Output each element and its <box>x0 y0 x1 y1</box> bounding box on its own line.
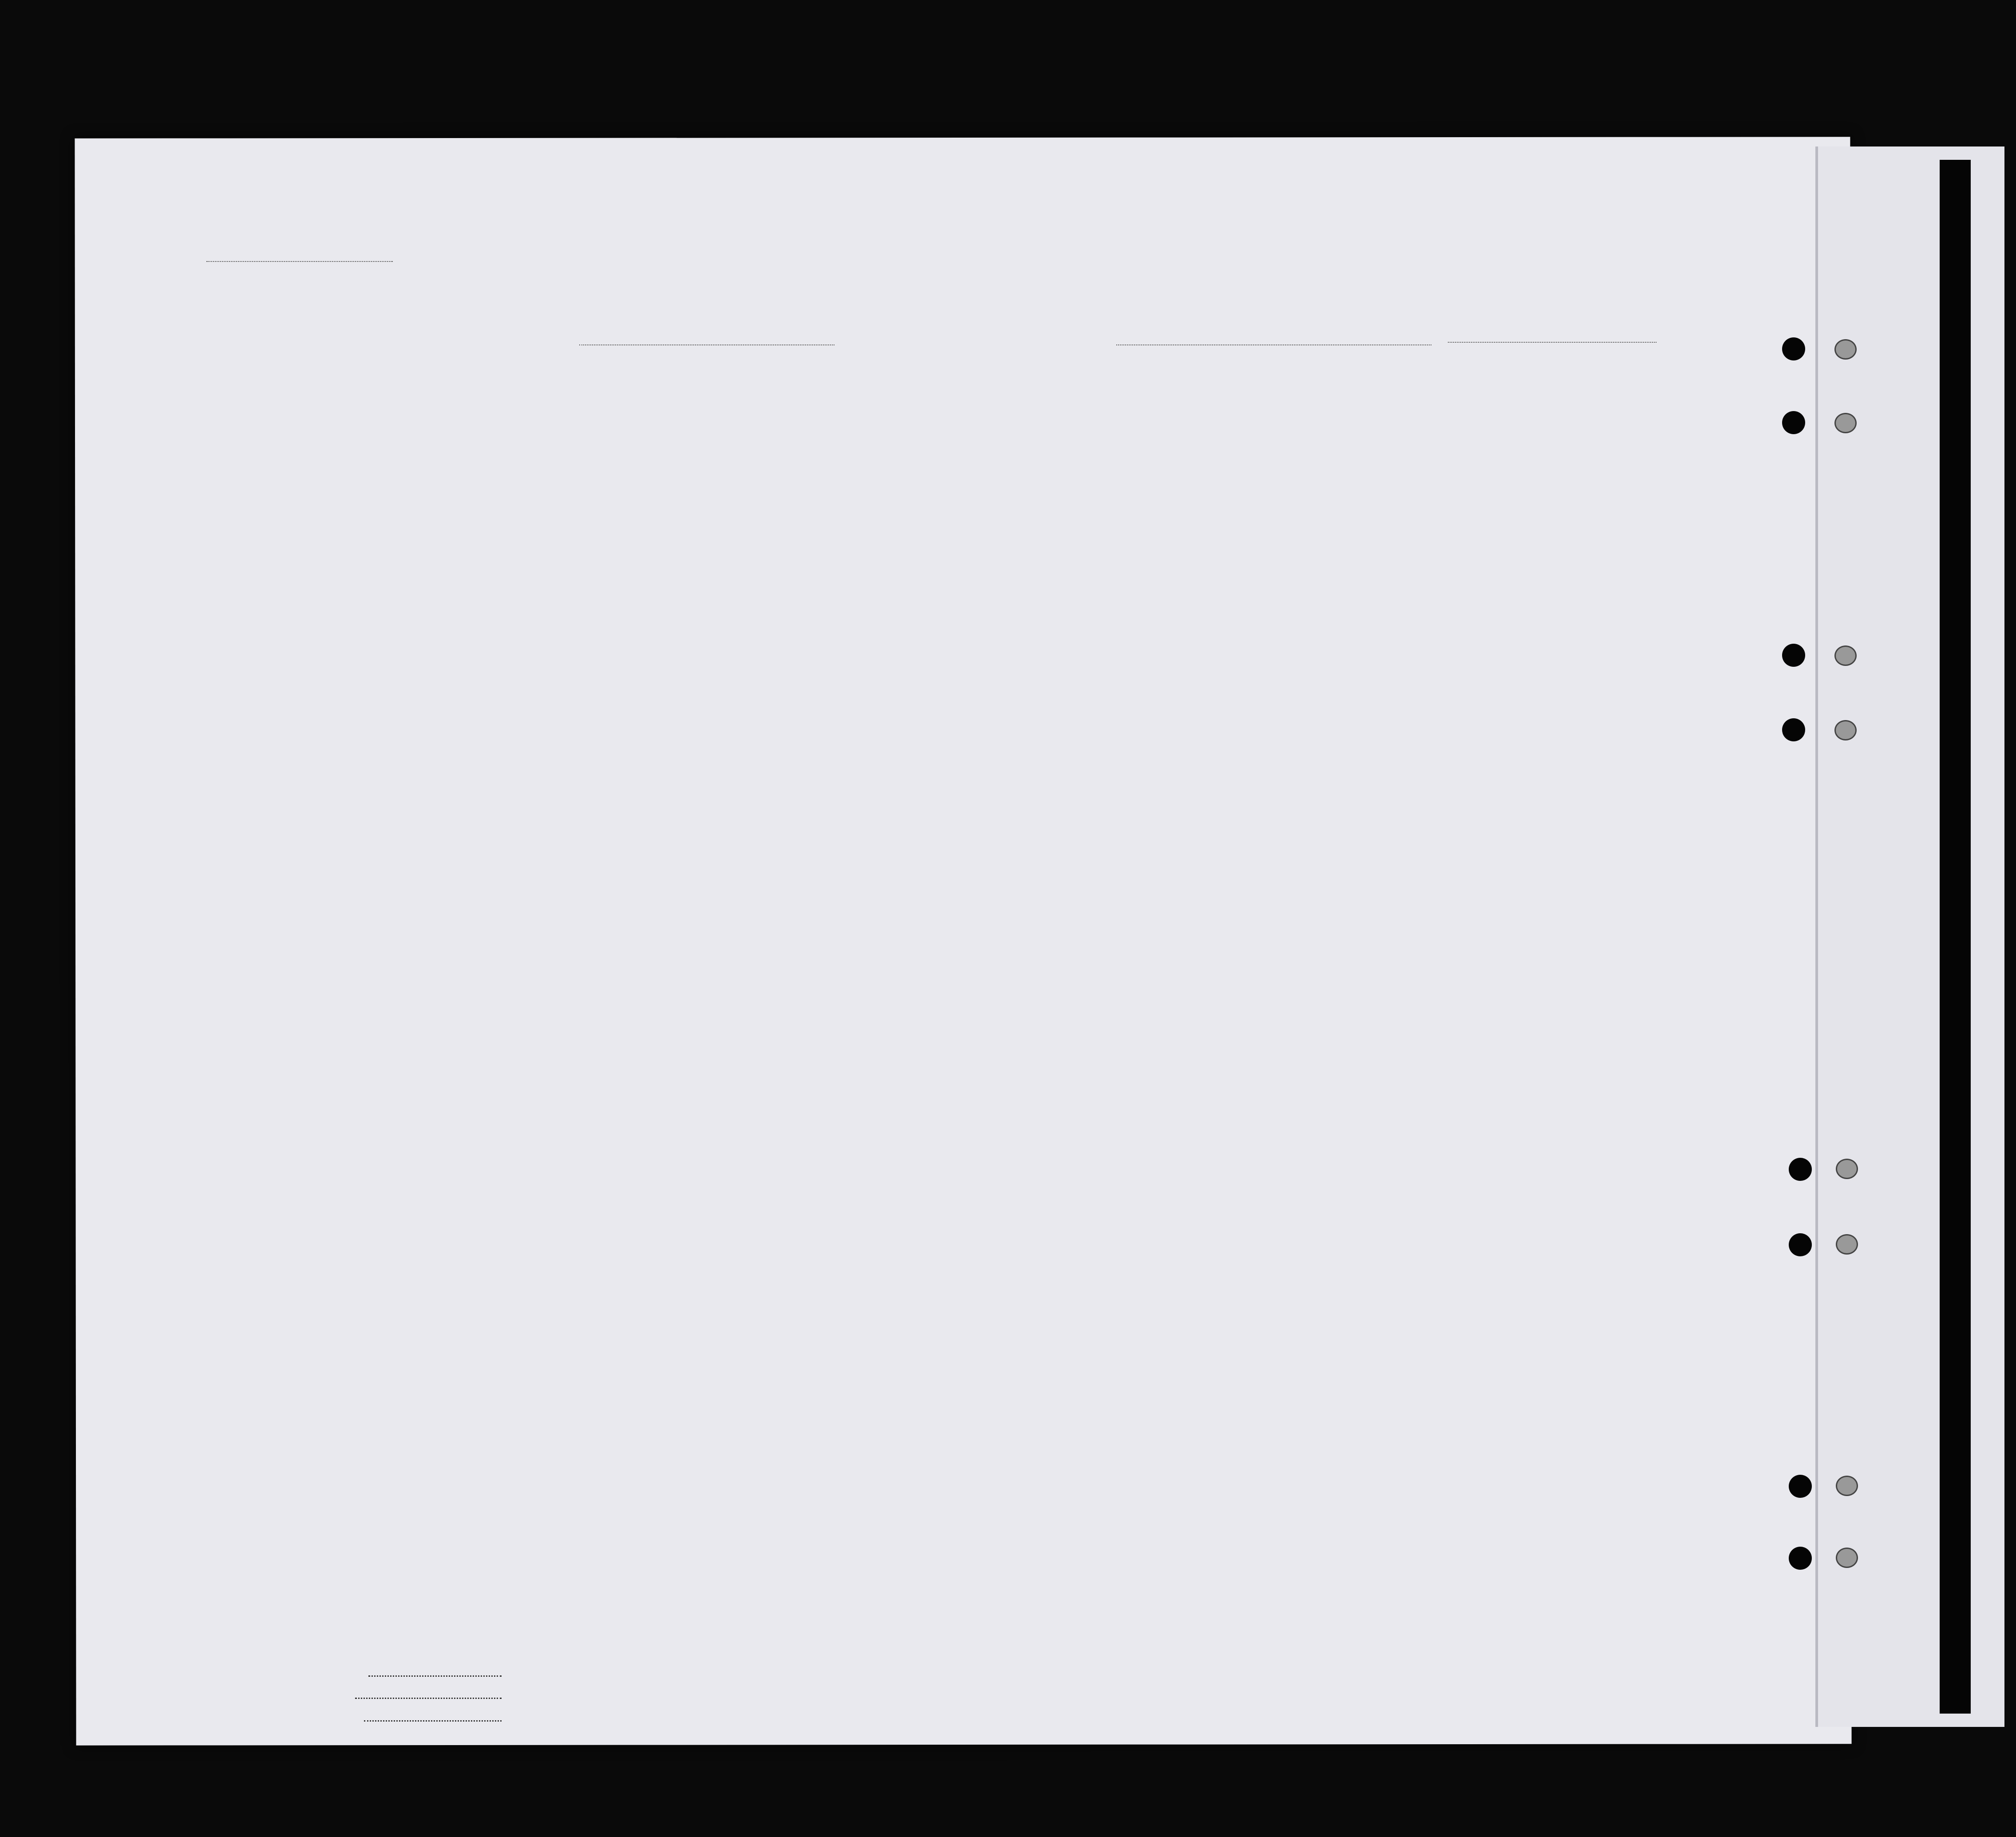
footer-aliens-line <box>364 1720 502 1722</box>
ship-underline <box>579 344 834 345</box>
punch-hole-shadow <box>1834 720 1857 740</box>
footer-citizens-line <box>355 1698 502 1699</box>
punch-hole-shadow <box>1836 1159 1858 1179</box>
punch-hole <box>1789 1547 1812 1570</box>
footer-total-line <box>368 1675 502 1677</box>
list-underline <box>206 261 393 262</box>
punch-hole-shadow <box>1836 1476 1858 1496</box>
punch-hole-shadow <box>1834 645 1857 666</box>
punch-hole <box>1789 1158 1812 1181</box>
punch-hole <box>1782 337 1805 360</box>
port-underline <box>1116 344 1431 345</box>
date-underline <box>1448 342 1656 343</box>
punch-hole-shadow <box>1834 339 1857 360</box>
punch-hole <box>1789 1233 1812 1256</box>
punch-hole <box>1782 411 1805 434</box>
punch-hole <box>1782 718 1805 741</box>
punch-hole <box>1782 644 1805 667</box>
punch-hole-shadow <box>1836 1234 1858 1255</box>
punch-hole-shadow <box>1834 413 1857 433</box>
punch-hole <box>1789 1475 1812 1498</box>
punch-hole-shadow <box>1836 1548 1858 1568</box>
binding-gutter <box>1940 160 1971 1714</box>
